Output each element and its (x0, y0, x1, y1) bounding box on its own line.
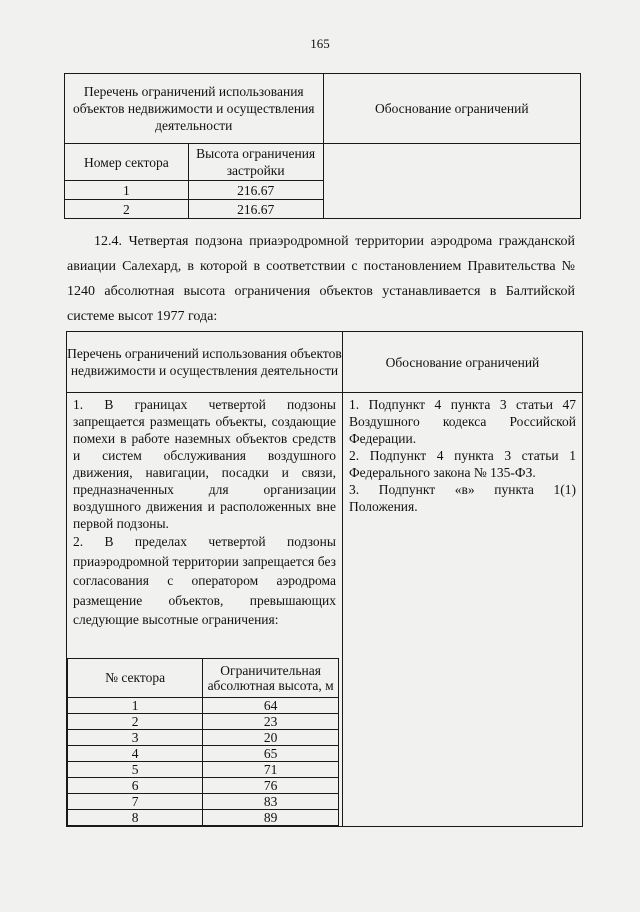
sector-altitude-table (67, 658, 339, 826)
justification-header: Обоснование ограничений (323, 74, 580, 144)
altitude-cell: 83 (203, 793, 339, 809)
justification-item: 2. Подпункт 4 пункта 3 статьи 1 Федерального закона № 135-ФЗ. (348, 448, 576, 480)
table-row (68, 713, 339, 729)
sector-number-header: Номер сектора (65, 144, 189, 181)
restrictions-header: Перечень ограничений использования объектов недвижимости и осуществления деятельности (65, 74, 324, 144)
sector-cell: 3 (68, 729, 203, 745)
restrictions-cell (67, 393, 343, 827)
table-row (68, 697, 339, 713)
restriction-item: 2. В пределах четвертой подзоны приаэродромной территории запрещается без согласования с оператором аэродрома размещение объектов, превышающих следующие высотные ограничения: (73, 534, 336, 627)
sector-cell: 1 (65, 181, 189, 200)
altitude-cell: 23 (203, 713, 339, 729)
section-paragraph: 12.4. Четвертая подзона приаэродромной территории аэродрома гражданской авиации Салехард, в которой в соответствии с постановлением Правительства № 1240 абсолютная высота ограничения объектов устанавливается в Балтийской системе высот 1977 года: (67, 234, 575, 324)
height-header: Высота ограничения застройки (188, 144, 323, 181)
sector-cell: 1 (68, 697, 203, 713)
justification-cell (323, 144, 580, 219)
sector-cell: 6 (68, 777, 203, 793)
restrictions-header: Перечень ограничений использования объектов недвижимости и осуществления деятельности (67, 332, 343, 393)
altitude-cell: 64 (203, 697, 339, 713)
sector-cell: 2 (68, 713, 203, 729)
height-cell: 216.67 (188, 181, 323, 200)
table-row (68, 793, 339, 809)
sector-cell: 7 (68, 793, 203, 809)
sector-cell: 8 (68, 809, 203, 825)
altitude-header: Ограничительная абсолютная высота, м (203, 658, 339, 697)
justification-header: Обоснование ограничений (342, 332, 582, 393)
altitude-cell: 76 (203, 777, 339, 793)
height-cell: 216.67 (188, 200, 323, 219)
table-row (68, 745, 339, 761)
fourth-subzone-table (66, 331, 583, 827)
sector-number-header: № сектора (68, 658, 203, 697)
table-row (68, 809, 339, 825)
table-row (68, 761, 339, 777)
justification-item: 1. Подпункт 4 пункта 3 статьи 47 Воздушного кодекса Российской Федерации. (348, 397, 576, 446)
altitude-cell: 71 (203, 761, 339, 777)
justification-item: 3. Подпункт «в» пункта 1(1) Положения. (348, 482, 576, 514)
altitude-cell: 89 (203, 809, 339, 825)
altitude-cell: 65 (203, 745, 339, 761)
sector-cell: 4 (68, 745, 203, 761)
table-row (68, 777, 339, 793)
sector-cell: 5 (68, 761, 203, 777)
sector-height-table (64, 73, 581, 219)
restriction-item: 1. В границах четвертой подзоны запрещается размещать объекты, создающие помехи в работе наземных объектов средств и систем обслуживания воздушного движения, навигации, посадки и связи, предназначенных для организации воздушного движения и расположенных вне первой подзоны. (73, 397, 336, 531)
justification-cell (342, 393, 582, 827)
table-row (68, 729, 339, 745)
altitude-cell: 20 (203, 729, 339, 745)
sector-cell: 2 (65, 200, 189, 219)
page-number: 165 (310, 36, 330, 51)
